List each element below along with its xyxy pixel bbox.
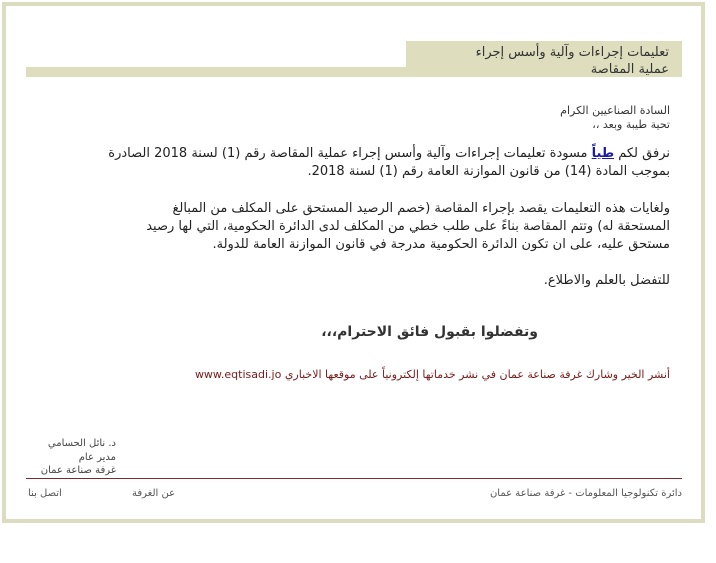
greeting: تحية طيبة وبعد ،، xyxy=(592,118,670,131)
page-title-line2: عملية المقاصة xyxy=(590,62,669,77)
paragraph2-line2: المستحقة له) وتتم المقاصة بناءً على طلب خطي من المكلف لدى الدائرة الحكومية، التي لها رصيد xyxy=(146,219,670,234)
paragraph1-line2: بموجب المادة (14) من قانون الموازنة العامة رقم (1) لسنة 2018. xyxy=(307,164,670,179)
paragraph1-line1-text: مسودة تعليمات إجراءات وآلية وأسس إجراء عملية المقاصة رقم (1) لسنة 2018 الصادرة xyxy=(108,146,592,161)
salutation: السادة الصناعيين الكرام xyxy=(560,104,670,117)
paragraph2-line1: ولغايات هذه التعليمات يقصد بإجراء المقاصة (خصم الرصيد المستحق على المكلف من المبالغ xyxy=(172,201,670,216)
paragraph1-line1 xyxy=(108,145,670,163)
page-title-line1: تعليمات إجراءات وآلية وأسس إجراء xyxy=(475,45,669,60)
attachment-link[interactable]: طياً xyxy=(591,146,615,161)
footer-department: دائرة تكنولوجيا المعلومات - غرفة صناعة عمان xyxy=(489,488,682,499)
signature-position: مدير عام xyxy=(78,452,116,463)
share-text: أنشر الخير وشارك غرفة صناعة عمان في نشر خدماتها إلكترونياً على موقعها الاخباري www.eqtisadi.jo xyxy=(194,368,670,381)
paragraph3: للتفضل بالعلم والاطلاع. xyxy=(543,273,670,288)
footer-contact-link[interactable]: اتصل بنا xyxy=(28,488,62,499)
closing-line: وتفضلوا بقبول فائق الاحترام،،، xyxy=(321,324,538,340)
footer-about-link[interactable]: عن الغرفة xyxy=(132,488,176,499)
title-band-strip xyxy=(26,67,682,77)
footer-divider xyxy=(26,478,682,479)
signature-organization: غرفة صناعة عمان xyxy=(40,465,116,476)
signature-name: د. نائل الحسامي xyxy=(47,438,116,449)
paragraph1-prefix: نرفق لكم xyxy=(614,146,670,161)
paragraph2-line3: مستحق عليه، على ان تكون الدائرة الحكومية مدرجة في قانون الموازنة العامة للدولة. xyxy=(212,237,670,252)
